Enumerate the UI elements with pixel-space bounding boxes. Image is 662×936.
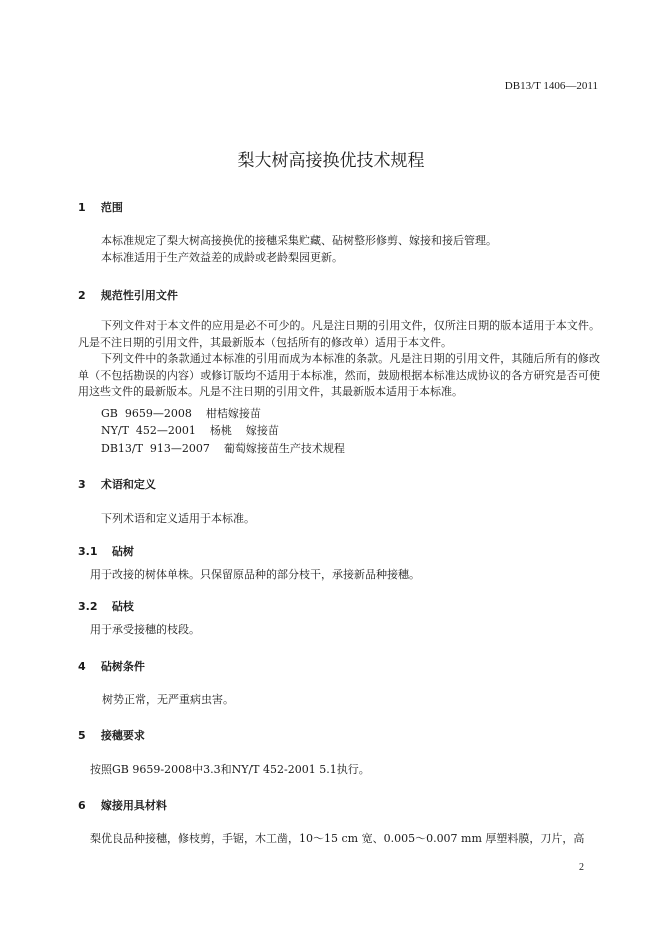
section-title: 砧树条件 [100,660,145,673]
section-3-heading [78,476,156,492]
section-3-2-heading [78,598,134,614]
section-2-heading [78,287,178,303]
section-3-1-heading [78,543,134,559]
section-1-heading [78,199,123,215]
section-5-paragraph-1: 按照GB 9659-2008中3.3和NY/T 452-2001 5.1执行。 [90,763,370,776]
section-3-1-paragraph-1: 用于改接的树体单株。只保留原品种的部分枝干，承接新品种接穗。 [90,568,420,581]
section-number: 4 [78,660,86,673]
section-title: 砧树 [111,545,134,558]
standard-code: DB13/T 1406—2011 [504,80,598,92]
page-number: 2 [579,862,584,873]
reference-item: GB 9659—2008 柑桔嫁接苗 [101,407,261,420]
section-number: 3.1 [78,545,98,558]
section-6-paragraph-1: 梨优良品种接穗，修枝剪，手锯，木工凿，10～15 cm 宽、0.005～0.007 mm 厚塑料膜，刀片，高 [90,832,585,845]
reference-item: NY/T 452—2001 杨桃 嫁接苗 [101,424,279,437]
section-title: 嫁接用具材料 [100,799,167,812]
section-3-2-paragraph-1: 用于承受接穗的枝段。 [90,623,200,636]
section-title: 接穗要求 [100,729,145,742]
section-6-heading [78,797,167,813]
section-number: 3.2 [78,600,98,613]
section-title: 规范性引用文件 [100,289,178,302]
section-4-heading [78,658,145,674]
section-title: 术语和定义 [100,478,156,491]
section-number: 6 [78,799,86,812]
section-1-paragraph-2: 本标准适用于生产效益差的成龄或老龄梨园更新。 [101,251,343,264]
section-title: 范围 [100,201,123,214]
section-number: 1 [78,201,86,214]
section-2-paragraph-2: 下列文件中的条款通过本标准的引用而成为本标准的条款。凡是注日期的引用文件，其随后所有的修改单（不包括勘误的内容）或修订版均不适用于本标准，然而，鼓励根据本标准达成协议的各方研究是否可使用这些文件的最新版本。凡是不注日期的引用文件，其最新版本适用于本标准。 [78,352,600,398]
section-3-paragraph-1: 下列术语和定义适用于本标准。 [101,512,255,525]
section-number: 2 [78,289,86,302]
section-1-paragraph-1: 本标准规定了梨大树高接换优的接穗采集贮藏、砧树整形修剪、嫁接和接后管理。 [101,234,497,247]
section-5-heading [78,727,145,743]
section-2-paragraph-1: 下列文件对于本文件的应用是必不可少的。凡是注日期的引用文件，仅所注日期的版本适用于本文件。凡是不注日期的引用文件，其最新版本（包括所有的修改单）适用于本文件。 [78,319,600,349]
section-title: 砧枝 [111,600,134,613]
document-title: 梨大树高接换优技术规程 [237,151,425,171]
section-number: 5 [78,729,86,742]
section-4-paragraph-1: 树势正常，无严重病虫害。 [102,693,234,706]
section-number: 3 [78,478,86,491]
reference-item: DB13/T 913—2007 葡萄嫁接苗生产技术规程 [101,442,345,455]
